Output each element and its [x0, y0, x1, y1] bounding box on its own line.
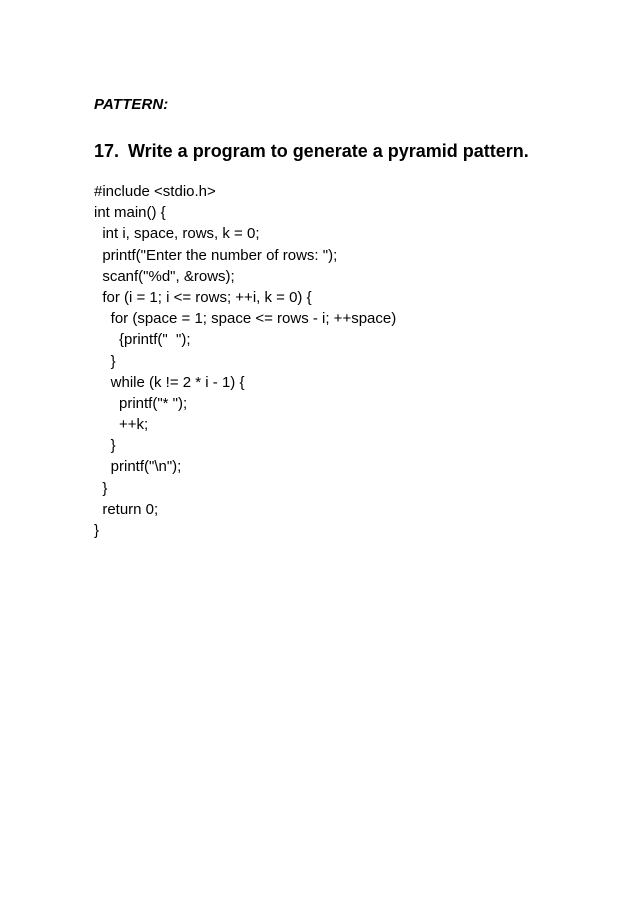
question-text: Write a program to generate a pyramid pattern. [128, 141, 529, 161]
code-line: int i, space, rows, k = 0; [94, 225, 260, 243]
code-line: scanf("%d", &rows); [94, 267, 235, 285]
code-line: int main() { [94, 204, 166, 222]
code-block [94, 181, 396, 541]
code-line: return 0; [94, 500, 159, 518]
code-line: for (i = 1; i <= rows; ++i, k = 0) { [94, 288, 312, 306]
question-heading [94, 141, 529, 162]
code-line: #include <stdio.h> [94, 183, 216, 200]
question-number: 17. [94, 141, 120, 161]
code-line: } [94, 437, 116, 455]
code-line: } [94, 522, 100, 539]
code-line: for (space = 1; space <= rows - i; ++space) [94, 310, 397, 328]
code-line: printf("* "); [94, 394, 188, 412]
code-line: printf("Enter the number of rows: "); [94, 246, 338, 264]
code-line: while (k != 2 * i - 1) { [94, 373, 245, 391]
code-line: {printf(" "); [94, 331, 191, 349]
code-line: } [94, 352, 116, 370]
code-line: printf("\n"); [94, 458, 182, 476]
section-label: PATTERN: [94, 96, 169, 113]
code-line: } [94, 479, 108, 497]
code-line: ++k; [94, 416, 149, 434]
